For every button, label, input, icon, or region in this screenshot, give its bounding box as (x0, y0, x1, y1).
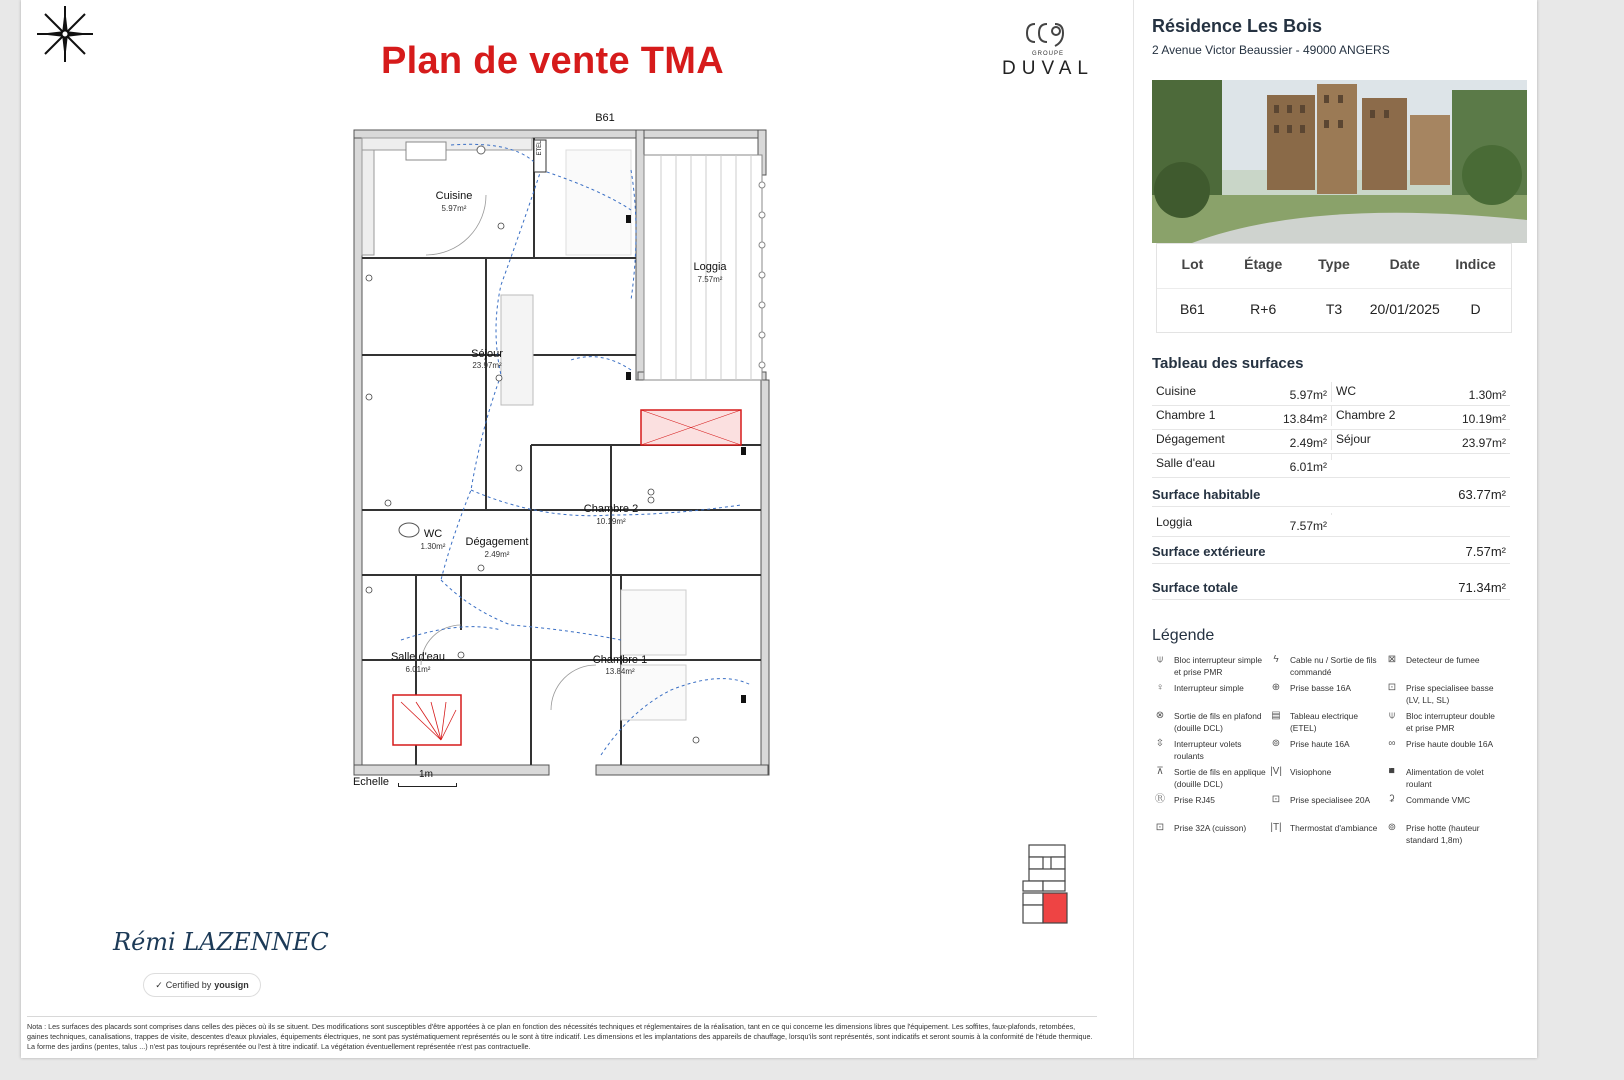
legend-item (1384, 738, 1500, 766)
table-row (1152, 406, 1510, 430)
legend-item (1384, 822, 1500, 850)
room-degagement-name: Dégagement (465, 536, 529, 548)
surface-totale-value: 71.34m² (1458, 580, 1506, 595)
legend-item-label: Bloc interrupteur simple et prise PMR (1174, 655, 1262, 677)
alimentation-volet-icon: ◾ (1385, 766, 1399, 777)
room-salle-eau-name: Salle d'eau (390, 651, 446, 663)
legend-item-label: Interrupteur volets roulants (1174, 739, 1242, 761)
brand-name: DUVAL (1002, 58, 1094, 79)
disclaimer-note: Nota : Les surfaces des placards sont comprises dans celles des pièces où ils se situent. Des modifications sont susceptibles d'être apportées à ce plan en fonction des nécessités techniques et réglementaires de la réalisation, tant en ce qui concerne les dimensions libres que l'équipement. Les soffites, faux-plafonds, retombées, gaines techniques, canalisations, trappes de visite, descentes d'eaux pluviales, équipements électriques, ne sont pas systématiquement représentés ou le sont à titre indicatif. Les dimensions et les implantations des appareils de chauffage, lorsqu'ils sont représentés, sont indicatifs et seront soumis à la conformité de l'étude thermique. La forme des jardins (pentes, talus ...) n'est pas toujours représentée ou l'est à titre indicatif. La végétation éventuellement représentée n'est pas contractuelle. (27, 1016, 1097, 1052)
etel-label: ETEL (537, 140, 543, 156)
table-row (1152, 513, 1510, 537)
prise-specialisee-basse-icon: ⊡ (1387, 682, 1397, 693)
room-chambre1-area: 13.84m² (605, 667, 635, 676)
prise-32a-icon: ⊡ (1155, 822, 1165, 833)
legend-item-label: Tableau electrique (ETEL) (1290, 711, 1358, 733)
surface-label: Cuisine (1156, 384, 1197, 398)
prise-haute-icon: ⊚ (1271, 738, 1281, 749)
lot-value-type: T3 (1325, 301, 1343, 317)
legend-item (1268, 654, 1384, 682)
legend-item (1152, 682, 1268, 710)
legend-item-label: Bloc interrupteur double et prise PMR (1406, 711, 1495, 733)
surface-value: 5.97m² (1289, 388, 1327, 402)
legend-item-label: Prise specialisee 20A (1290, 795, 1371, 805)
brand-group-label: GROUPE (1031, 51, 1064, 57)
table-row (1152, 430, 1510, 454)
lot-header-date: Date (1389, 256, 1420, 272)
lot-table-header (1157, 244, 1511, 288)
residence-address: 2 Avenue Victor Beaussier - 49000 ANGERS (1152, 43, 1390, 57)
surface-value: 7.57m² (1289, 519, 1327, 533)
legend-item-label: Commande VMC (1406, 795, 1471, 805)
room-wc-area: 1.30m² (420, 542, 446, 551)
lot-header-etage: Étage (1244, 256, 1283, 272)
lot-marker: B61 (595, 112, 615, 124)
surface-exterieure-row (1152, 540, 1510, 564)
legend-item-label: Detecteur de fumee (1406, 655, 1480, 665)
lot-header-lot: Lot (1181, 256, 1204, 272)
info-panel (1134, 0, 1537, 1058)
room-sejour-area: 23.97m² (472, 361, 502, 370)
sortie-applique-icon: ⊼ (1156, 766, 1164, 777)
prise-haute-double-icon: ∞ (1388, 738, 1396, 749)
scale-label: Echelle (352, 776, 390, 788)
surface-totale-row (1152, 576, 1510, 600)
residence-photo (1152, 80, 1527, 243)
surface-value: 13.84m² (1282, 412, 1327, 426)
scale-value: 1m (419, 769, 433, 780)
legend-item-label: Sortie de fils en applique (douille DCL) (1174, 767, 1266, 789)
interrupteur-simple-icon: ♀ (1156, 682, 1164, 693)
surface-value: 6.01m² (1289, 460, 1327, 474)
legend-item-label: Alimentation de volet roulant (1406, 767, 1484, 789)
surface-label: Chambre 2 (1336, 408, 1396, 422)
lot-info-table (1156, 243, 1512, 333)
lot-value-indice: D (1470, 301, 1481, 317)
legend-item (1384, 682, 1500, 710)
prise-basse-icon: ⊕ (1271, 682, 1281, 693)
lot-table-row (1157, 288, 1511, 333)
commande-vmc-icon: ʡ (1389, 794, 1395, 805)
surface-value: 10.19m² (1461, 412, 1506, 426)
certified-badge (143, 973, 261, 997)
legend-item-label: Interrupteur simple (1174, 683, 1244, 693)
room-loggia-area: 7.57m² (697, 275, 723, 284)
surfaces-title: Tableau des surfaces (1152, 355, 1304, 372)
certified-text: Certified by (165, 980, 212, 990)
prise-rj45-icon: Ⓡ (1155, 794, 1165, 805)
room-degagement-area: 2.49m² (484, 550, 510, 559)
building-key-plan (1021, 843, 1073, 927)
surface-totale-label: Surface totale (1152, 580, 1238, 595)
legend-item-label: Thermostat d'ambiance (1290, 823, 1378, 833)
room-cuisine-name: Cuisine (435, 190, 473, 202)
loggia-table (1152, 513, 1510, 537)
surface-habitable-row (1152, 483, 1510, 507)
surface-label: Loggia (1156, 515, 1193, 529)
legend-item (1268, 710, 1384, 738)
legend-item (1268, 738, 1384, 766)
surface-label: WC (1336, 384, 1356, 398)
surface-label: Salle d'eau (1156, 456, 1216, 470)
floor-plan (341, 110, 811, 810)
legend-grid (1152, 654, 1532, 850)
surface-habitable-label: Surface habitable (1152, 487, 1261, 502)
residence-name: Résidence Les Bois (1152, 16, 1323, 36)
surface-label: Dégagement (1156, 432, 1225, 446)
legend-item-label: Prise RJ45 (1174, 795, 1215, 805)
lot-header-type: Type (1318, 256, 1350, 272)
legend-title: Légende (1152, 627, 1215, 644)
legend-item-label: Prise haute double 16A (1406, 739, 1494, 749)
signature: Rémi LAZENNEC (113, 928, 329, 956)
cable-nu-icon: ϟ (1273, 654, 1279, 665)
duval-logo (993, 18, 1103, 88)
prise-specialisee-20a-icon: ⊡ (1271, 794, 1281, 805)
lot-value-lot: B61 (1179, 301, 1205, 317)
legend-item-label: Sortie de fils en plafond (douille DCL) (1174, 711, 1262, 733)
legend-item-label: Prise specialisee basse (LV, LL, SL) (1406, 683, 1494, 705)
table-row (1152, 454, 1510, 478)
legend-item (1268, 822, 1384, 850)
legend-item (1384, 766, 1500, 794)
legend-item (1152, 710, 1268, 738)
room-sejour-name: Séjour (471, 348, 503, 360)
surface-exterieure-label: Surface extérieure (1152, 544, 1266, 559)
room-wc-name: WC (423, 528, 443, 540)
sortie-plafond-icon: ⊗ (1155, 710, 1165, 721)
surface-value: 23.97m² (1461, 436, 1506, 450)
surfaces-table (1152, 382, 1510, 478)
legend-item-label: Prise hotte (hauteur standard 1,8m) (1406, 823, 1480, 845)
legend-item (1152, 794, 1268, 822)
surface-habitable-value: 63.77m² (1458, 487, 1506, 502)
bloc-interrupteur-double-icon: ⍦ (1389, 710, 1395, 721)
room-chambre2-name: Chambre 2 (583, 503, 639, 515)
legend-item-label: Prise haute 16A (1290, 739, 1350, 749)
thermostat-icon: |T| (1270, 822, 1282, 833)
legend-item-label: Visiophone (1290, 767, 1332, 777)
surface-exterieure-value: 7.57m² (1465, 544, 1506, 559)
legend-item (1152, 766, 1268, 794)
lot-value-etage: R+6 (1250, 301, 1277, 317)
surface-label: Séjour (1336, 432, 1371, 446)
compass-icon (33, 2, 97, 66)
tableau-electrique-icon: ▤ (1271, 710, 1281, 721)
lot-value-date: 20/01/2025 (1369, 301, 1440, 317)
legend-item (1384, 794, 1500, 822)
legend-item-label: Prise 32A (cuisson) (1174, 823, 1247, 833)
legend-item (1268, 794, 1384, 822)
certified-brand: yousign (214, 980, 249, 990)
floor-plan-drawing (341, 110, 811, 810)
legend-item (1152, 822, 1268, 850)
room-chambre1-name: Chambre 1 (592, 654, 648, 666)
detecteur-fumee-icon: ⊠ (1387, 654, 1397, 665)
plan-panel (21, 0, 1133, 1058)
legend-item (1152, 738, 1268, 766)
room-chambre2-area: 10.19m² (596, 517, 626, 526)
lot-header-indice: Indice (1455, 256, 1496, 272)
bloc-interrupteur-icon: ⍦ (1157, 654, 1163, 665)
surface-value: 1.30m² (1468, 388, 1506, 402)
legend-item (1384, 710, 1500, 738)
prise-hotte-icon: ⊚ (1387, 822, 1397, 833)
scale-bar (398, 783, 457, 787)
surface-value: 2.49m² (1289, 436, 1327, 450)
legend-item (1268, 682, 1384, 710)
sales-plan-sheet (21, 0, 1537, 1058)
surface-label: Chambre 1 (1156, 408, 1216, 422)
check-icon: ✓ (155, 979, 163, 990)
legend-item (1384, 654, 1500, 682)
legend-item-label: Prise basse 16A (1290, 683, 1351, 693)
duval-monogram-icon (1025, 18, 1071, 48)
room-cuisine-area: 5.97m² (441, 204, 467, 213)
room-loggia-name: Loggia (693, 261, 727, 273)
table-row (1152, 382, 1510, 406)
visiophone-icon: |V| (1270, 766, 1282, 777)
legend-item-label: Cable nu / Sortie de fils commandé (1290, 655, 1377, 677)
interrupteur-volets-icon: ⇳ (1155, 738, 1165, 749)
legend-item (1268, 766, 1384, 794)
page-title: Plan de vente TMA (381, 40, 724, 82)
room-salle-eau-area: 6.01m² (405, 665, 431, 674)
legend-item (1152, 654, 1268, 682)
